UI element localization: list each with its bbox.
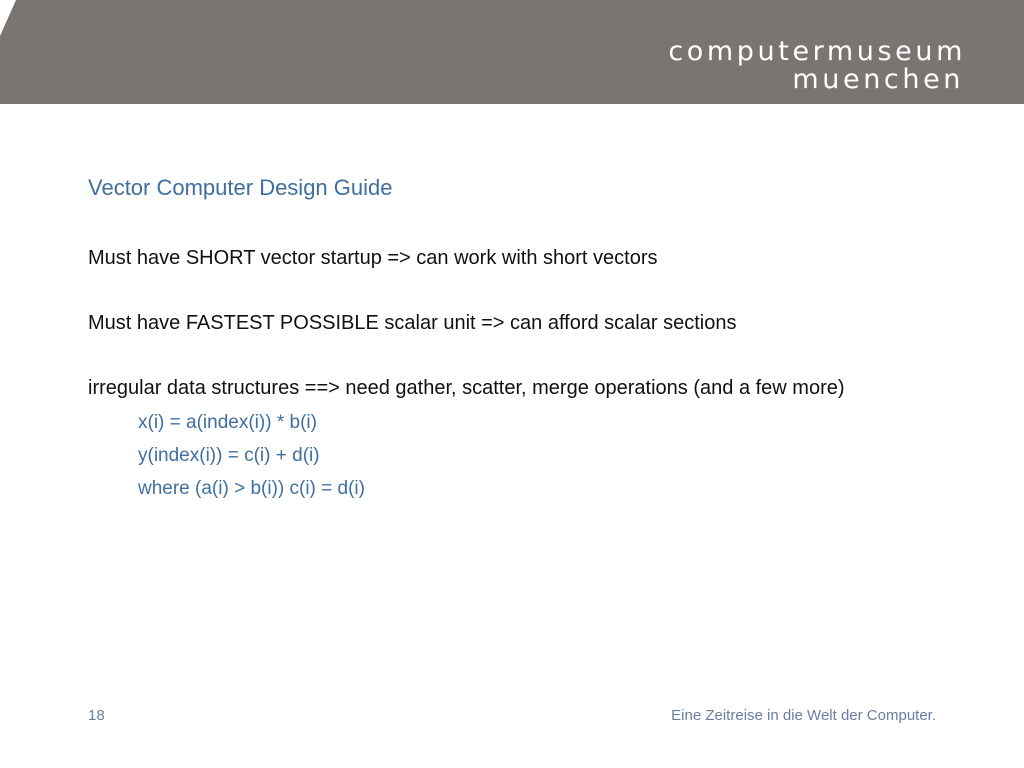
corner-fold-decoration xyxy=(0,0,40,40)
footer-tagline: Eine Zeitreise in die Welt der Computer. xyxy=(671,707,936,724)
bullet-short-vector-startup: Must have SHORT vector startup => can work with short vectors xyxy=(88,247,658,269)
page-number: 18 xyxy=(88,707,105,724)
header-bar xyxy=(0,0,1024,104)
code-example-scatter: y(index(i)) = c(i) + d(i) xyxy=(138,445,320,466)
bullet-irregular-data-structures: irregular data structures ==> need gather, scatter, merge operations (and a few more) xyxy=(88,377,845,399)
brand-logo xyxy=(668,38,966,94)
code-example-gather: x(i) = a(index(i)) * b(i) xyxy=(138,412,317,433)
brand-logo-line-1: computermuseum xyxy=(668,36,966,67)
bullet-fastest-scalar-unit: Must have FASTEST POSSIBLE scalar unit => can afford scalar sections xyxy=(88,312,737,334)
code-example-merge: where (a(i) > b(i)) c(i) = d(i) xyxy=(138,478,365,499)
slide-title: Vector Computer Design Guide xyxy=(88,175,393,200)
brand-logo-line-2: muenchen xyxy=(792,64,964,95)
slide-content xyxy=(88,245,928,505)
